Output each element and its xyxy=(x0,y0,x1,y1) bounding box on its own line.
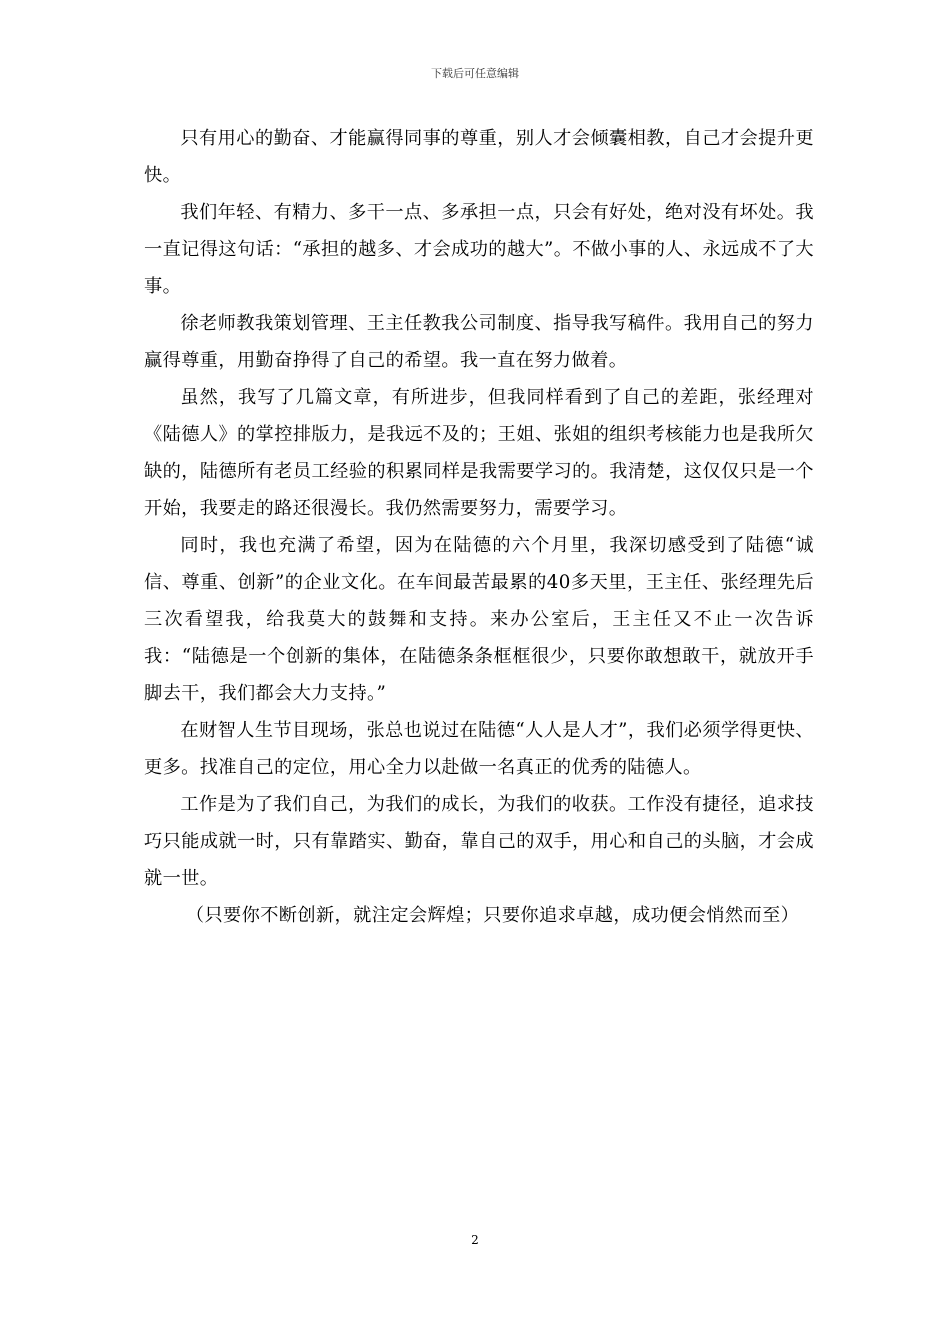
paragraph: 我们年轻、有精力、多干一点、多承担一点，只会有好处，绝对没有坏处。我一直记得这句话：“承担的越多、才会成功的越大”。不做小事的人、永远成不了大事。 xyxy=(144,202,814,297)
page-number: 2 xyxy=(471,1233,479,1247)
paragraph: 在财智人生节目现场，张总也说过在陆德“人人是人才”，我们必须学得更快、更多。找准自己的定位，用心全力以赴做一名真正的优秀的陆德人。 xyxy=(144,720,814,778)
paragraph: 虽然，我写了几篇文章，有所进步，但我同样看到了自己的差距，张经理对《陆德人》的掌控排版力，是我远不及的；王姐、张姐的组织考核能力也是我所欠缺的，陆德所有老员工经验的积累同样是我需要学习的。我清楚，这仅仅只是一个开始，我要走的路还很漫长。我仍然需要努力，需要学习。 xyxy=(144,387,814,519)
paragraph: 只有用心的勤奋、才能赢得同事的尊重，别人才会倾囊相教，自己才会提升更快。 xyxy=(144,128,814,186)
paragraph: 徐老师教我策划管理、王主任教我公司制度、指导我写稿件。我用自己的努力赢得尊重，用勤奋挣得了自己的希望。我一直在努力做着。 xyxy=(144,313,814,371)
page-header: 下载后可任意编辑 xyxy=(431,67,519,80)
closing-quote: （只要你不断创新，就注定会辉煌；只要你追求卓越，成功便会悄然而至） xyxy=(185,905,800,926)
paragraph: 工作是为了我们自己，为我们的成长，为我们的收获。工作没有捷径，追求技巧只能成就一时，只有靠踏实、勤奋，靠自己的双手，用心和自己的头脑，才会成就一世。 xyxy=(144,794,814,889)
document-body xyxy=(144,120,814,934)
paragraph: 同时，我也充满了希望，因为在陆德的六个月里，我深切感受到了陆德“诚信、尊重、创新”的企业文化。在车间最苦最累的40多天里，王主任、张经理先后三次看望我，给我莫大的鼓舞和支持。来办公室后，王主任又不止一次告诉我：“陆德是一个创新的集体，在陆德条条框框很少，只要你敢想敢干，就放开手脚去干，我们都会大力支持。” xyxy=(144,535,814,704)
